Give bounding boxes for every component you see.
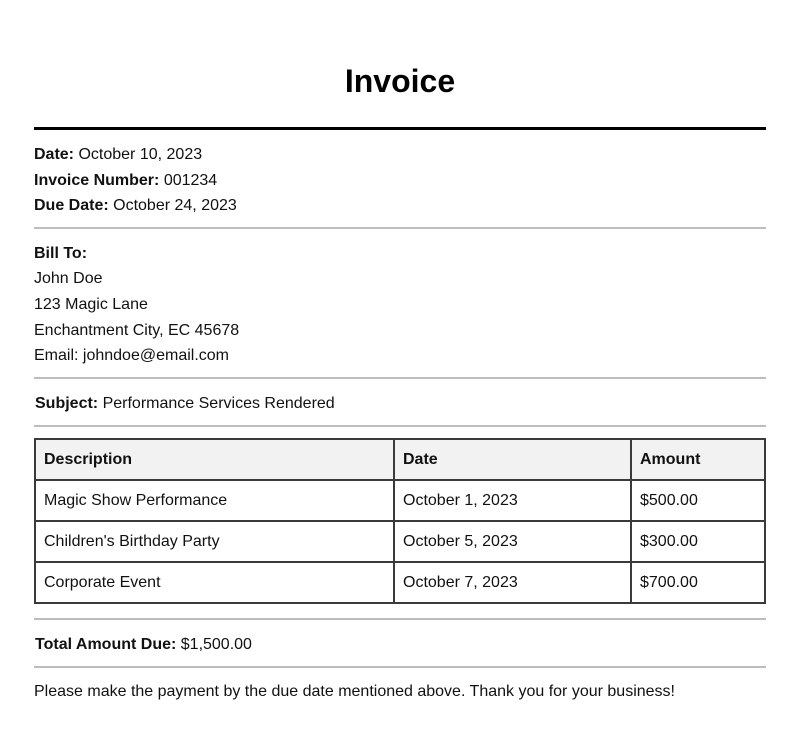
row-description: Corporate Event (35, 562, 394, 603)
row-amount: $700.00 (631, 562, 765, 603)
divider (34, 666, 766, 668)
total-amount (35, 635, 252, 655)
page-title: Invoice (344, 63, 456, 99)
payment-note: Please make the payment by the due date mentioned above. Thank you for your business! (34, 683, 675, 700)
divider (34, 377, 766, 379)
services-table (34, 438, 766, 604)
bill-to-street: 123 Magic Lane (34, 296, 148, 313)
invoice-number (34, 171, 217, 191)
row-date: October 5, 2023 (394, 521, 631, 562)
table-row (35, 521, 765, 562)
header-amount: Amount (631, 439, 765, 480)
header-description: Description (35, 439, 394, 480)
invoice-due-value: October 24, 2023 (113, 197, 237, 214)
row-amount: $300.00 (631, 521, 765, 562)
invoice-date-value: October 10, 2023 (78, 146, 203, 163)
table-row (35, 562, 765, 603)
row-date: October 7, 2023 (394, 562, 631, 603)
title-divider (34, 127, 766, 130)
invoice-date (34, 145, 202, 165)
row-description: Magic Show Performance (35, 480, 394, 521)
subject-label: Subject: (35, 395, 99, 412)
invoice-due-label: Due Date: (34, 197, 109, 214)
table-row (35, 480, 765, 521)
bill-to-heading (34, 244, 87, 264)
invoice-number-value: 001234 (163, 172, 218, 189)
invoice-number-label: Invoice Number: (34, 172, 160, 189)
bill-to-email: Email: johndoe@email.com (34, 347, 229, 364)
divider (34, 227, 766, 229)
subject-value: Performance Services Rendered (102, 395, 335, 412)
divider (34, 425, 766, 427)
row-amount: $500.00 (631, 480, 765, 521)
table-header-row (35, 439, 765, 480)
total-value: $1,500.00 (180, 636, 252, 653)
row-date: October 1, 2023 (394, 480, 631, 521)
bill-to-label: Bill To: (34, 245, 88, 262)
invoice-due-date (34, 196, 237, 216)
divider (34, 618, 766, 620)
subject (35, 394, 335, 414)
invoice-date-label: Date: (34, 146, 75, 163)
header-date: Date (394, 439, 631, 480)
total-label: Total Amount Due: (35, 636, 177, 653)
bill-to-name: John Doe (34, 270, 103, 287)
bill-to-city: Enchantment City, EC 45678 (34, 322, 240, 339)
row-description: Children's Birthday Party (35, 521, 394, 562)
